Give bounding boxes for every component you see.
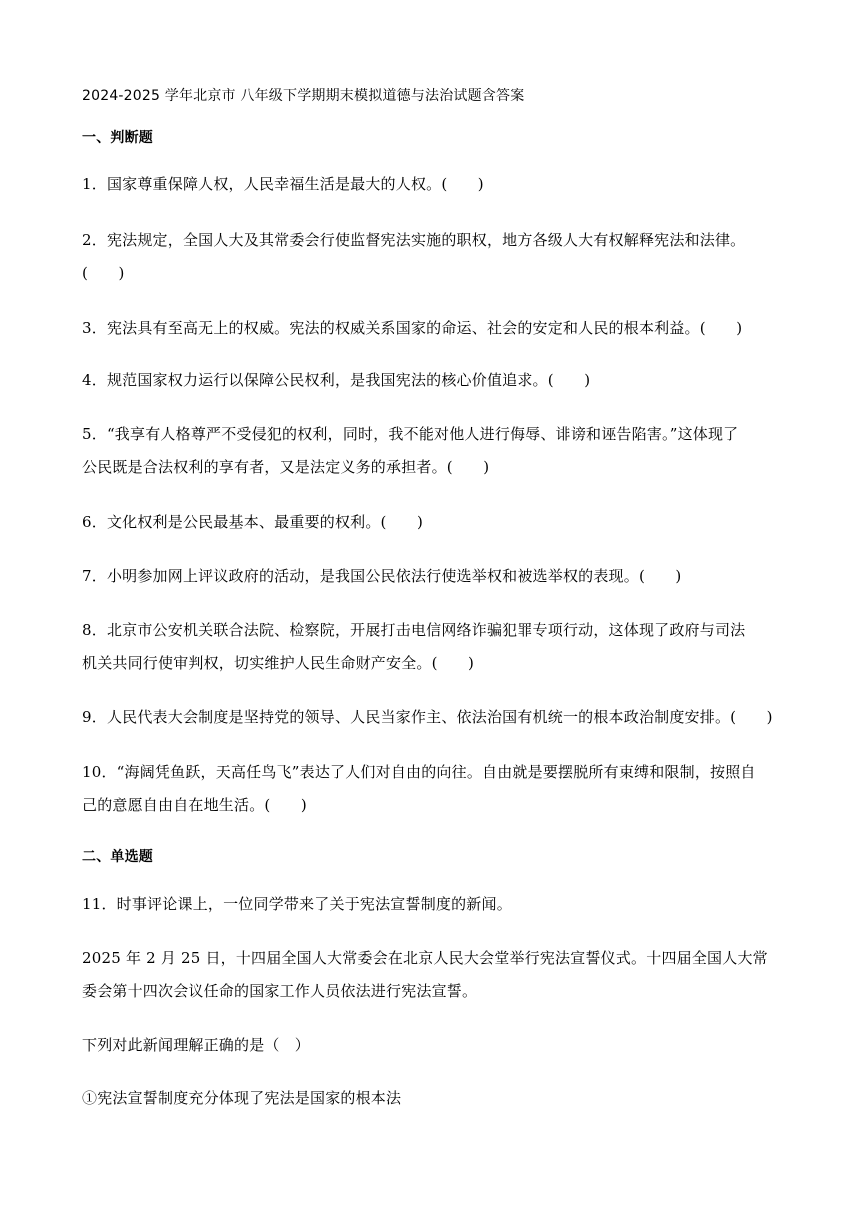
question-1: 1．国家尊重保障人权，人民幸福生活是最大的人权。( ) (82, 175, 484, 193)
question-11-news-line-1: 2025 年 2 月 25 日，十四届全国人大常委会在北京人民大会堂举行宪法宣誓仪式。十四届全国人大常 (82, 949, 768, 967)
question-5-line-1: 5．“我享有人格尊严不受侵犯的权利，同时，我不能对他人进行侮辱、诽谤和诬告陷害。”这体现了 (82, 425, 739, 443)
question-6: 6．文化权利是公民最基本、最重要的权利。( ) (82, 513, 424, 531)
question-11-news-line-2: 委会第十四次会议任命的国家工作人员依法进行宪法宣誓。 (82, 982, 478, 1000)
document-title: 2024-2025 学年北京市 八年级下学期期末模拟道德与法治试题含答案 (82, 88, 525, 104)
question-2-line-2: ( ) (82, 264, 125, 282)
question-8-line-1: 8．北京市公安机关联合法院、检察院，开展打击电信网络诈骗犯罪专项行动，这体现了政府与司法 (82, 621, 746, 639)
section-heading-single-choice: 二、单选题 (82, 849, 153, 865)
question-9: 9．人民代表大会制度是坚持党的领导、人民当家作主、依法治国有机统一的根本政治制度安排。( ) (82, 708, 773, 726)
question-4: 4．规范国家权力运行以保障公民权利，是我国宪法的核心价值追求。( ) (82, 371, 591, 389)
question-10-line-2: 己的意愿自由自在地生活。( ) (82, 796, 307, 814)
question-5-line-2: 公民既是合法权利的享有者，又是法定义务的承担者。( ) (82, 458, 490, 476)
question-8-line-2: 机关共同行使审判权，切实维护人民生命财产安全。( ) (82, 654, 475, 672)
question-11-stem: 11．时事评论课上，一位同学带来了关于宪法宣誓制度的新闻。 (82, 895, 512, 913)
section-heading-true-false: 一、判断题 (82, 130, 153, 146)
question-3: 3．宪法具有至高无上的权威。宪法的权威关系国家的命运、社会的安定和人民的根本利益。( ) (82, 319, 743, 337)
question-11-option-1: ①宪法宣誓制度充分体现了宪法是国家的根本法 (82, 1089, 402, 1107)
question-11-prompt: 下列对此新闻理解正确的是（ ） (82, 1036, 311, 1054)
question-2-line-1: 2．宪法规定，全国人大及其常委会行使监督宪法实施的职权，地方各级人大有权解释宪法和法律。 (82, 231, 746, 249)
question-7: 7．小明参加网上评议政府的活动，是我国公民依法行使选举权和被选举权的表现。( ) (82, 567, 682, 585)
question-10-line-1: 10．“海阔凭鱼跃，天高任鸟飞”表达了人们对自由的向往。自由就是要摆脱所有束缚和限制，按照自 (82, 763, 756, 781)
